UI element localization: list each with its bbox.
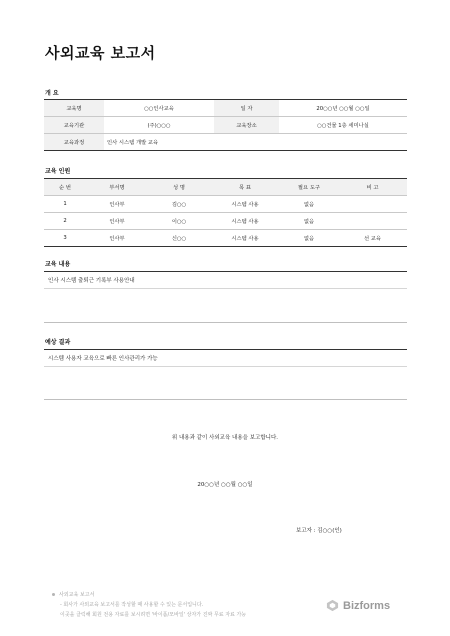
table-cell: 3 — [44, 230, 86, 247]
table-cell: 선 교육 — [338, 230, 407, 247]
footer-title-text: 사외교육 보고서 — [59, 592, 95, 598]
table-cell: 시스템 사용 — [210, 230, 280, 247]
table-cell: 신○○ — [148, 230, 210, 247]
overview-row — [44, 100, 407, 117]
overview-key: 교육명 — [44, 100, 104, 117]
table-cell: 인사부 — [86, 213, 148, 230]
overview-row — [44, 134, 407, 151]
overview-key: 일 자 — [214, 100, 279, 117]
reporter-signature: 보고자 : 김○○(인) — [296, 528, 342, 534]
table-cell: 김○○ — [148, 196, 210, 213]
table-row — [44, 196, 407, 213]
column-header: 부서명 — [86, 179, 148, 196]
overview-key: 교육기관 — [44, 117, 104, 134]
column-header: 필요 도구 — [280, 179, 338, 196]
overview-row — [44, 117, 407, 134]
overview-value: 20○○년 ○○월 ○○일 — [279, 100, 407, 117]
footer-line: 이곳을 클릭해 회원 전용 자료를 보시려면 '바이폼/모바일' 상자가 진짜 무료 자료 가능 — [60, 612, 247, 618]
overview-key: 교육과정 — [44, 134, 104, 151]
table-cell: 없음 — [280, 230, 338, 247]
table-cell: 1 — [44, 196, 86, 213]
attendees-section-label: 교육 인원 — [45, 168, 71, 175]
footer-notes — [52, 590, 246, 620]
table-cell: 이○○ — [148, 213, 210, 230]
bizforms-logo-icon — [326, 599, 339, 612]
attendees-header-row — [44, 179, 407, 196]
table-row — [44, 213, 407, 230]
footer-line: - 회사가 사외교육 보고서를 작성할 때 사용할 수 있는 문서입니다. — [60, 602, 204, 608]
document-title: 사외교육 보고서 — [45, 44, 156, 62]
table-cell: 2 — [44, 213, 86, 230]
closing-statement: 위 내용과 같이 사외교육 내용을 보고합니다. — [171, 435, 279, 441]
overview-value: (주)○○○ — [104, 117, 214, 134]
table-cell: 인사부 — [86, 196, 148, 213]
table-row — [44, 230, 407, 247]
closing-date: 20○○년 ○○월 ○○일 — [197, 482, 253, 488]
footer-title — [52, 590, 246, 600]
content-text: 인사 시스템 출퇴근 기록부 사용안내 — [44, 272, 407, 289]
column-header: 목 표 — [210, 179, 280, 196]
brand-name: Bizforms — [343, 599, 391, 612]
overview-value: ○○건물 1층 세미나실 — [279, 117, 407, 134]
overview-table — [44, 99, 407, 151]
table-cell: 없음 — [280, 213, 338, 230]
attendees-table — [44, 178, 407, 247]
overview-value: 인사 시스템 개발 교육 — [104, 134, 407, 151]
column-header: 순 번 — [44, 179, 86, 196]
column-header: 성 명 — [148, 179, 210, 196]
result-box — [44, 349, 407, 400]
table-cell: 시스템 사용 — [210, 196, 280, 213]
table-cell — [338, 196, 407, 213]
table-cell: 없음 — [280, 196, 338, 213]
content-box — [44, 271, 407, 323]
content-section-label: 교육 내용 — [45, 261, 71, 268]
overview-key: 교육장소 — [214, 117, 279, 134]
overview-section-label: 개 요 — [45, 90, 59, 97]
overview-value: ○○인사교육 — [104, 100, 214, 117]
table-cell: 인사부 — [86, 230, 148, 247]
bullet-icon — [52, 593, 55, 596]
result-text: 시스템 사용자 교육으로 빠른 인사관리가 가능 — [44, 350, 407, 367]
column-header: 비 고 — [338, 179, 407, 196]
result-section-label: 예상 결과 — [45, 339, 71, 346]
table-cell: 시스템 사용 — [210, 213, 280, 230]
table-cell — [338, 213, 407, 230]
brand-logo — [326, 599, 390, 612]
